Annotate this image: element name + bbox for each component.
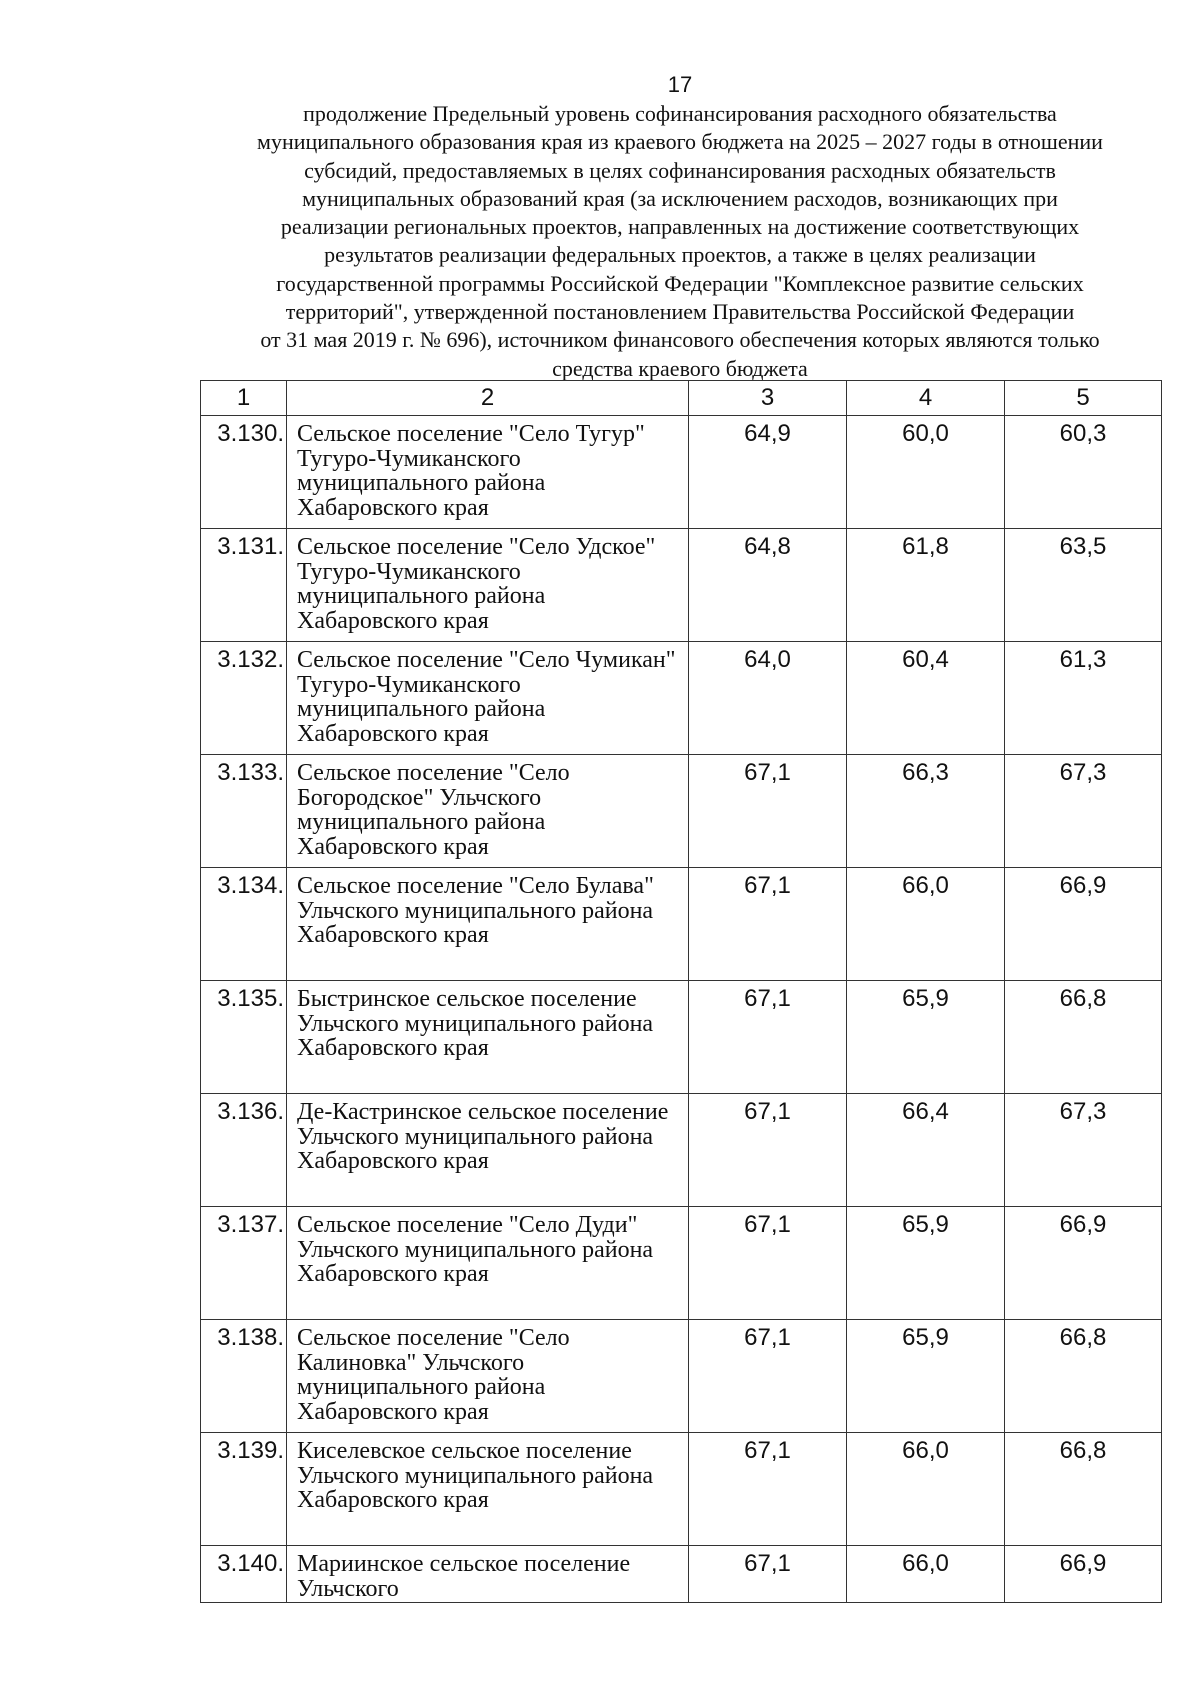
municipality-name: Киселевское сельское поселение Ульчского муниципального района Хабаровского края <box>287 1433 689 1546</box>
table-row <box>201 1207 1162 1320</box>
municipality-name: Сельское поселение "Село Дуди" Ульчского муниципального района Хабаровского края <box>287 1207 689 1320</box>
heading-line: продолжение Предельный уровень софинансирования расходного обязательства <box>303 101 1057 126</box>
municipality-name: Мариинское сельское поселение Ульчского <box>287 1546 689 1603</box>
table-row <box>201 1094 1162 1207</box>
heading-line: территорий", утвержденной постановлением Правительства Российской Федерации <box>285 299 1075 325</box>
municipality-name: Сельское поселение "Село Булава" Ульчского муниципального района Хабаровского края <box>287 868 689 981</box>
table-header-row <box>201 381 1162 416</box>
table-row <box>201 981 1162 1094</box>
value-2025: 67,1 <box>689 755 847 868</box>
value-2027: 66,8 <box>1005 981 1162 1094</box>
heading-line: реализации региональных проектов, направленных на достижение соответствующих <box>280 214 1080 240</box>
row-number: 3.138. <box>201 1320 287 1433</box>
value-2026: 66,0 <box>847 868 1005 981</box>
heading-line: результатов реализации федеральных проектов, а также в целях реализации <box>324 242 1036 268</box>
column-header: 2 <box>287 381 689 416</box>
row-number: 3.130. <box>201 416 287 529</box>
municipality-name: Сельское поселение "Село Чумикан" Тугуро-Чумиканского муниципального района Хабаровского края <box>287 642 689 755</box>
table-row <box>201 642 1162 755</box>
table-row <box>201 416 1162 529</box>
row-number: 3.131. <box>201 529 287 642</box>
municipality-name: Де-Кастринское сельское поселение Ульчского муниципального района Хабаровского края <box>287 1094 689 1207</box>
heading-line: субсидий, предоставляемых в целях софинансирования расходных обязательств <box>304 157 1056 183</box>
table-row <box>201 1433 1162 1546</box>
municipality-name: Сельское поселение "Село Тугур" Тугуро-Чумиканского муниципального района Хабаровского края <box>287 416 689 529</box>
column-header: 3 <box>689 381 847 416</box>
row-number: 3.132. <box>201 642 287 755</box>
value-2025: 64,0 <box>689 642 847 755</box>
value-2026: 66,3 <box>847 755 1005 868</box>
value-2027: 61,3 <box>1005 642 1162 755</box>
value-2025: 64,9 <box>689 416 847 529</box>
value-2026: 65,9 <box>847 981 1005 1094</box>
table-row <box>201 755 1162 868</box>
value-2027: 67,3 <box>1005 1094 1162 1207</box>
column-header: 5 <box>1005 381 1162 416</box>
value-2025: 67,1 <box>689 1094 847 1207</box>
value-2025: 67,1 <box>689 981 847 1094</box>
value-2026: 60,4 <box>847 642 1005 755</box>
page-number: 17 <box>667 72 693 97</box>
municipality-name: Сельское поселение "Село Калиновка" Ульчского муниципального района Хабаровского края <box>287 1320 689 1433</box>
value-2027: 63,5 <box>1005 529 1162 642</box>
value-2026: 66,0 <box>847 1433 1005 1546</box>
value-2025: 67,1 <box>689 1546 847 1603</box>
heading-line: муниципального образования края из краевого бюджета на 2025 – 2027 годы в отношении <box>257 129 1103 155</box>
value-2026: 61,8 <box>847 529 1005 642</box>
table-row <box>201 529 1162 642</box>
value-2025: 67,1 <box>689 1207 847 1320</box>
value-2026: 65,9 <box>847 1320 1005 1433</box>
value-2027: 60,3 <box>1005 416 1162 529</box>
value-2026: 65,9 <box>847 1207 1005 1320</box>
value-2026: 60,0 <box>847 416 1005 529</box>
heading-line: государственной программы Российской Федерации "Комплексное развитие сельских <box>276 270 1084 296</box>
heading-line: средства краевого бюджета <box>552 355 808 381</box>
row-number: 3.134. <box>201 868 287 981</box>
table-heading <box>200 100 1160 383</box>
value-2025: 67,1 <box>689 1320 847 1433</box>
row-number: 3.139. <box>201 1433 287 1546</box>
heading-line: муниципальных образований края (за исключением расходов, возникающих при <box>302 185 1058 211</box>
column-header: 4 <box>847 381 1005 416</box>
subsidy-table <box>200 380 1162 1603</box>
table-row <box>201 1546 1162 1603</box>
column-header: 1 <box>201 381 287 416</box>
row-number: 3.140. <box>201 1546 287 1603</box>
value-2025: 67,1 <box>689 1433 847 1546</box>
value-2027: 66,9 <box>1005 1207 1162 1320</box>
municipality-name: Сельское поселение "Село Удское" Тугуро-Чумиканского муниципального района Хабаровского края <box>287 529 689 642</box>
value-2025: 64,8 <box>689 529 847 642</box>
value-2027: 67,3 <box>1005 755 1162 868</box>
value-2026: 66,4 <box>847 1094 1005 1207</box>
table-row <box>201 868 1162 981</box>
table-row <box>201 1320 1162 1433</box>
row-number: 3.133. <box>201 755 287 868</box>
municipality-name: Сельское поселение "Село Богородское" Ульчского муниципального района Хабаровского края <box>287 755 689 868</box>
value-2027: 66,9 <box>1005 1546 1162 1603</box>
municipality-name: Быстринское сельское поселение Ульчского муниципального района Хабаровского края <box>287 981 689 1094</box>
row-number: 3.135. <box>201 981 287 1094</box>
row-number: 3.137. <box>201 1207 287 1320</box>
row-number: 3.136. <box>201 1094 287 1207</box>
value-2027: 66,8 <box>1005 1320 1162 1433</box>
value-2027: 66,9 <box>1005 868 1162 981</box>
value-2025: 67,1 <box>689 868 847 981</box>
heading-line: от 31 мая 2019 г. № 696), источником финансового обеспечения которых являются только <box>260 327 1100 353</box>
value-2026: 66,0 <box>847 1546 1005 1603</box>
value-2027: 66,8 <box>1005 1433 1162 1546</box>
